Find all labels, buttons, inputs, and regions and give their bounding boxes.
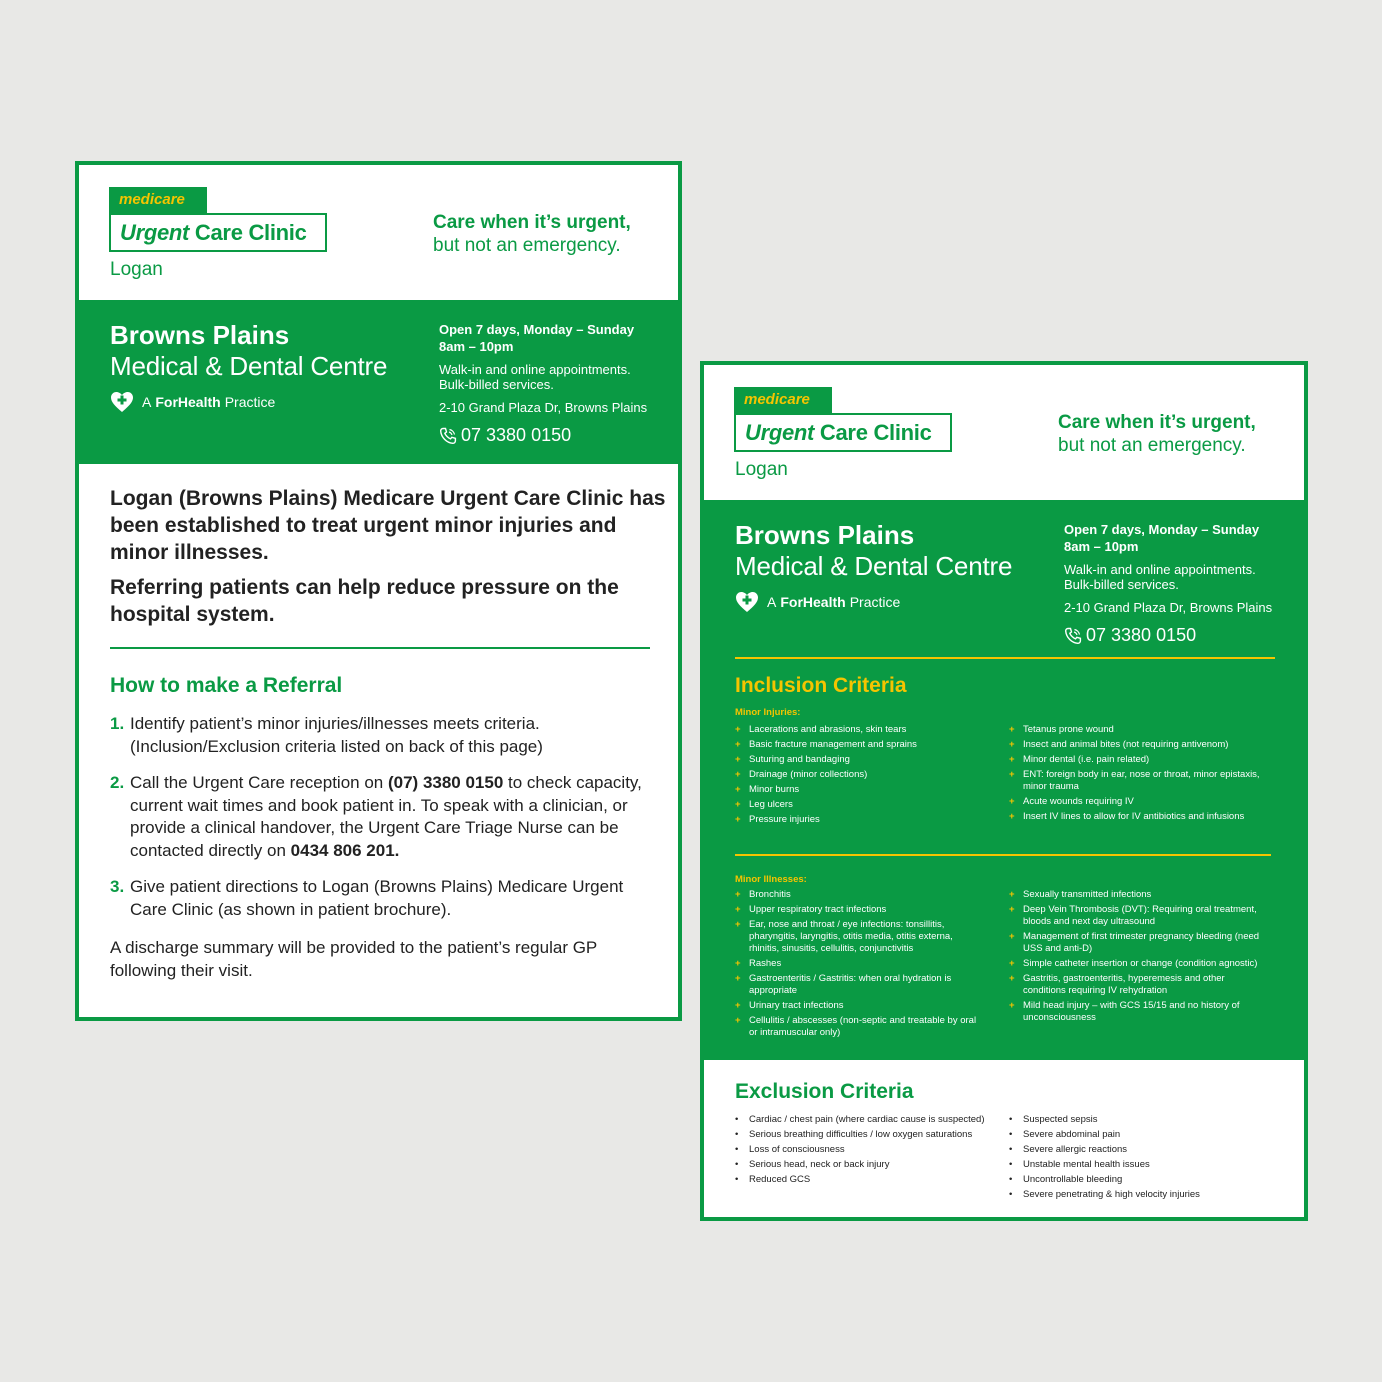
criteria-item: + Suturing and bandaging xyxy=(735,754,980,766)
step-2: 2. Call the Urgent Care reception on (07) 3380 0150 to check capacity, current wait times and book patient in. To speak with a clinician, or provide a clinical handover, the Urgent Care Triage Nurse can be contacted directly on 0434 806 201. xyxy=(110,773,642,860)
tagline-line-1: Care when it’s urgent, xyxy=(1058,412,1256,433)
intro-text: Logan (Browns Plains) Medicare Urgent Care Clinic has been established to treat urgent minor injuries and minor illnesses. xyxy=(110,487,666,564)
exclusion-title: Exclusion Criteria xyxy=(735,1080,914,1103)
minor-illnesses-right xyxy=(1009,889,1269,1027)
step-1-text: Identify patient’s minor injuries/illnesses meets criteria. (Inclusion/Exclusion criteria listed on back of this page) xyxy=(130,714,543,756)
inclusion-title: Inclusion Criteria xyxy=(735,674,907,697)
practice-line xyxy=(735,591,900,613)
step-2-a: Call the Urgent Care reception on xyxy=(130,773,388,792)
centre-subtitle: Medical & Dental Centre xyxy=(110,351,388,381)
criteria-item: + Pressure injuries xyxy=(735,814,980,826)
opening-hours xyxy=(1064,521,1259,555)
intro-text-2: Referring patients can help reduce pressure on the hospital system. xyxy=(110,576,619,626)
criteria-item: + Bronchitis xyxy=(735,889,980,901)
phone-line[interactable] xyxy=(439,425,571,446)
divider xyxy=(735,657,1275,659)
back-flyer xyxy=(700,361,1308,1221)
walkin-line-2: Bulk-billed services. xyxy=(1064,577,1179,592)
walkin-line-2: Bulk-billed services. xyxy=(439,377,554,392)
tagline-line-2: but not an emergency. xyxy=(1058,435,1246,456)
criteria-item: • Suspected sepsis xyxy=(1009,1114,1269,1126)
address: 2-10 Grand Plaza Dr, Browns Plains xyxy=(439,400,648,415)
criteria-item: • Serious breathing difficulties / low oxygen saturations xyxy=(735,1129,990,1141)
phone-icon xyxy=(439,427,457,445)
minor-injuries-right xyxy=(1009,724,1269,826)
criteria-item: + Urinary tract infections xyxy=(735,1000,980,1012)
minor-injuries-left xyxy=(735,724,980,829)
minor-illnesses-title: Minor Illnesses: xyxy=(735,874,807,885)
minor-illnesses-left xyxy=(735,889,980,1042)
walkin-info xyxy=(439,362,631,392)
ucc-italic: Urgent xyxy=(120,220,190,245)
ucc-rest: Care Clinic xyxy=(819,420,932,445)
criteria-item: • Serious head, neck or back injury xyxy=(735,1159,990,1171)
practice-a: A xyxy=(767,594,777,610)
divider xyxy=(735,854,1271,856)
criteria-item: + Gastroenteritis / Gastritis: when oral hydration is appropriate xyxy=(735,973,980,997)
criteria-item: + Gastritis, gastroenteritis, hyperemesis and other conditions requiring IV rehydration xyxy=(1009,973,1269,997)
criteria-item: + Mild head injury – with GCS 15/15 and no history of unconsciousness xyxy=(1009,1000,1269,1024)
hours-times: 8am – 10pm xyxy=(439,339,514,354)
criteria-item: + Tetanus prone wound xyxy=(1009,724,1269,736)
criteria-item: + ENT: foreign body in ear, nose or throat, minor epistaxis, minor trauma xyxy=(1009,769,1269,793)
location-label: Logan xyxy=(735,459,788,480)
practice-word: Practice xyxy=(224,394,276,410)
practice-line xyxy=(110,391,275,413)
phone-icon xyxy=(1064,627,1082,645)
criteria-item: • Loss of consciousness xyxy=(735,1144,990,1156)
practice-a: A xyxy=(142,394,152,410)
step-2-reception-phone: (07) 3380 0150 xyxy=(387,773,504,792)
tagline-line-2: but not an emergency. xyxy=(433,235,621,256)
ucc-italic: Urgent xyxy=(745,420,815,445)
phone-number: 07 3380 0150 xyxy=(461,425,572,445)
ucc-logo xyxy=(734,413,952,452)
step-1: 1. Identify patient’s minor injuries/illnesses meets criteria. (Inclusion/Exclusion criteria listed on back of this page) xyxy=(110,714,543,756)
medicare-tag: medicare xyxy=(734,387,832,413)
tagline xyxy=(1058,411,1256,457)
criteria-item: + Minor dental (i.e. pain related) xyxy=(1009,754,1269,766)
criteria-item: + Rashes xyxy=(735,958,980,970)
criteria-item: + Cellulitis / abscesses (non-septic and treatable by oral or intramuscular only) xyxy=(735,1015,980,1039)
tagline xyxy=(433,211,631,257)
walkin-info xyxy=(1064,562,1256,592)
ucc-rest: Care Clinic xyxy=(194,220,307,245)
back-header xyxy=(704,365,1304,500)
hours-times: 8am – 10pm xyxy=(1064,539,1139,554)
medicare-tag: medicare xyxy=(109,187,207,213)
criteria-item: + Insert IV lines to allow for IV antibiotics and infusions xyxy=(1009,811,1269,823)
location-label: Logan xyxy=(110,259,163,280)
referral-steps xyxy=(110,713,660,935)
practice-brand: ForHealth xyxy=(155,394,221,410)
criteria-item: • Severe abdominal pain xyxy=(1009,1129,1269,1141)
centre-band xyxy=(79,300,678,464)
criteria-item: + Acute wounds requiring IV xyxy=(1009,796,1269,808)
opening-hours xyxy=(439,321,634,355)
minor-injuries-title: Minor Injuries: xyxy=(735,707,801,718)
criteria-item: + Lacerations and abrasions, skin tears xyxy=(735,724,980,736)
criteria-item: + Drainage (minor collections) xyxy=(735,769,980,781)
criteria-item: + Minor burns xyxy=(735,784,980,796)
exclusion-left xyxy=(735,1114,990,1189)
exclusion-right xyxy=(1009,1114,1269,1204)
referral-title: How to make a Referral xyxy=(110,674,343,697)
inclusion-panel xyxy=(704,500,1304,1060)
hours-days: Open 7 days, Monday – Sunday xyxy=(439,322,635,337)
front-flyer xyxy=(75,161,682,1021)
hours-days: Open 7 days, Monday – Sunday xyxy=(1064,522,1260,537)
ucc-logo xyxy=(109,213,327,252)
centre-name: Browns Plains xyxy=(110,320,290,350)
heart-plus-icon xyxy=(110,391,134,413)
criteria-item: • Severe allergic reactions xyxy=(1009,1144,1269,1156)
address: 2-10 Grand Plaza Dr, Browns Plains xyxy=(1064,600,1273,615)
criteria-item: + Simple catheter insertion or change (condition agnostic) xyxy=(1009,958,1269,970)
divider xyxy=(110,647,650,649)
criteria-item: • Reduced GCS xyxy=(735,1174,990,1186)
criteria-item: + Ear, nose and throat / eye infections: tonsillitis, pharyngitis, laryngitis, otitis media, otitis externa, rhinitis, sinusitis, cellulitis, conjunctivitis xyxy=(735,919,980,955)
criteria-item: + Insect and animal bites (not requiring antivenom) xyxy=(1009,739,1269,751)
walkin-line-1: Walk-in and online appointments. xyxy=(1064,562,1256,577)
criteria-item: + Management of first trimester pregnancy bleeding (need USS and anti-D) xyxy=(1009,931,1269,955)
step-2-nurse-phone: 0434 806 201. xyxy=(290,840,400,860)
practice-word: Practice xyxy=(849,594,901,610)
criteria-item: • Severe penetrating & high velocity injuries xyxy=(1009,1189,1269,1201)
criteria-item: + Leg ulcers xyxy=(735,799,980,811)
criteria-item: • Unstable mental health issues xyxy=(1009,1159,1269,1171)
criteria-item: + Basic fracture management and sprains xyxy=(735,739,980,751)
step-2-c: to check capacity, current wait times and book patient in. To speak with a clinician, or provide a clinical handover, the Urgent Care Triage Nurse can be contacted directly on xyxy=(130,773,642,860)
criteria-item: + Sexually transmitted infections xyxy=(1009,889,1269,901)
criteria-item: • Uncontrollable bleeding xyxy=(1009,1174,1269,1186)
walkin-line-1: Walk-in and online appointments. xyxy=(439,362,631,377)
tagline-line-1: Care when it’s urgent, xyxy=(433,212,631,233)
heart-plus-icon xyxy=(735,591,759,613)
centre-subtitle: Medical & Dental Centre xyxy=(735,551,1013,581)
phone-number: 07 3380 0150 xyxy=(1086,625,1197,645)
discharge-note: A discharge summary will be provided to the patient’s regular GP following their visit. xyxy=(110,938,597,980)
front-header xyxy=(79,165,678,300)
criteria-item: + Upper respiratory tract infections xyxy=(735,904,980,916)
step-3: 3. Give patient directions to Logan (Browns Plains) Medicare Urgent Care Clinic (as shown in patient brochure). xyxy=(110,877,624,919)
criteria-item: • Cardiac / chest pain (where cardiac cause is suspected) xyxy=(735,1114,990,1126)
step-3-text: Give patient directions to Logan (Browns Plains) Medicare Urgent Care Clinic (as shown in patient brochure). xyxy=(130,877,624,919)
phone-line[interactable] xyxy=(1064,625,1196,646)
centre-name: Browns Plains xyxy=(735,520,915,550)
practice-brand: ForHealth xyxy=(780,594,846,610)
criteria-item: + Deep Vein Thrombosis (DVT): Requiring oral treatment, bloods and next day ultrasound xyxy=(1009,904,1269,928)
